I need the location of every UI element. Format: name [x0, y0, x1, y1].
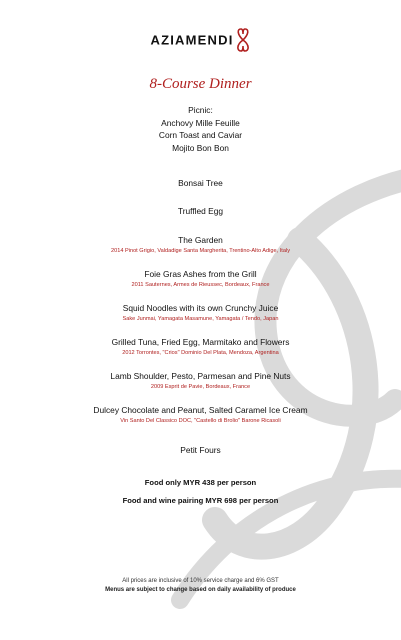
course-dish: Truffled Egg	[177, 206, 224, 216]
course-dish: Bonsai Tree	[178, 178, 223, 188]
wine-pairing: 2011 Sauternes, Armes de Rieussec, Bordeaux, France	[131, 281, 270, 288]
wine-pairing: 2012 Torrontes, "Crios" Dominio Del Plata, Mendoza, Argentina	[122, 349, 279, 356]
course-dish: Foie Gras Ashes from the Grill	[144, 269, 257, 279]
price-food-wine: Food and wine pairing MYR 698 per person	[122, 496, 279, 505]
course-item	[0, 268, 401, 290]
course-item	[0, 177, 401, 190]
brand-name: AZIAMENDI	[150, 32, 234, 48]
course-item	[0, 404, 401, 426]
picnic-course	[0, 104, 401, 154]
course-dish: The Garden	[178, 235, 223, 245]
course-dish: Lamb Shoulder, Pesto, Parmesan and Pine Nuts	[110, 371, 291, 381]
course-item	[0, 234, 401, 256]
menu-title: 8-Course Dinner	[149, 76, 252, 92]
picnic-heading: Picnic:	[188, 105, 213, 115]
wine-pairing: 2014 Pinot Grigio, Valdadige Santa Margherita, Trentino-Alto Adige, Italy	[110, 247, 290, 254]
course-item	[0, 302, 401, 324]
course-item	[0, 444, 401, 457]
course-dish: Grilled Tuna, Fried Egg, Marmitako and Flowers	[111, 337, 290, 347]
brand-mark-icon	[235, 28, 251, 52]
course-item	[0, 205, 401, 218]
picnic-item: Mojito Bon Bon	[172, 142, 229, 153]
picnic-item: Anchovy Mille Feuille	[161, 117, 240, 128]
course-dish: Squid Noodles with its own Crunchy Juice	[122, 303, 279, 313]
footer-availability-note: Menus are subject to change based on daily availability of produce	[105, 587, 296, 593]
course-dish: Petit Fours	[180, 445, 221, 455]
picnic-item: Corn Toast and Caviar	[158, 130, 243, 140]
wine-pairing: Sake Junmai, Yamagata Masamune, Yamagata / Tendo, Japan	[122, 315, 279, 322]
price-food-only: Food only MYR 438 per person	[144, 478, 257, 487]
wine-pairing: 2009 Esprit de Pavie, Bordeaux, France	[150, 383, 251, 390]
footer-price-note: All prices are inclusive of 10% service charge and 6% GST	[122, 578, 279, 584]
course-dish: Dulcey Chocolate and Peanut, Salted Caramel Ice Cream	[93, 405, 308, 415]
brand-logo	[0, 28, 401, 52]
course-item	[0, 336, 401, 358]
course-item	[0, 370, 401, 392]
wine-pairing: Vin Santo Del Classico DOC, "Castello di Brolio" Barone Ricasoli	[120, 417, 281, 424]
